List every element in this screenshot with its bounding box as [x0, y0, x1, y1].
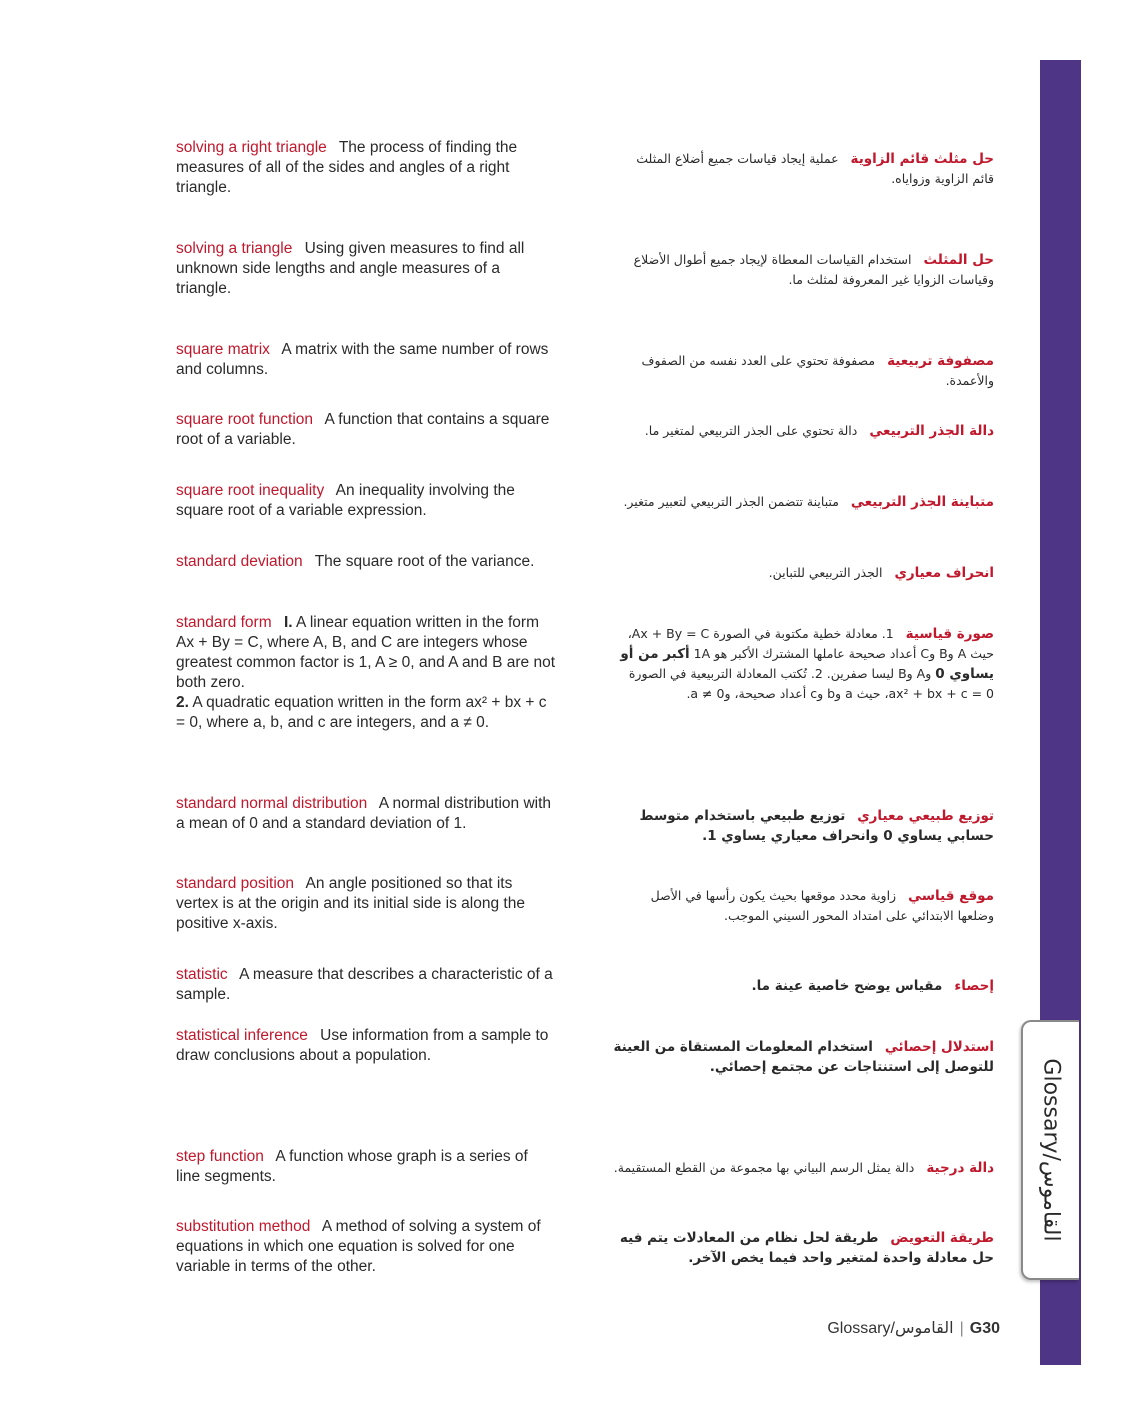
definition-ar: وA وB ليسا صفرين. 2. تُكتب المعادلة التربيعية في الصورة ax² + bx + c = 0، حيث a وb وc أعداد صحيحة، وa ≠ 0.: [628, 666, 994, 701]
definition-part-number: 2.: [176, 694, 189, 711]
term-en: square root function: [176, 411, 314, 428]
definition-en: A method of solving a system of equations in which one equation is solved for one variable in terms of the other.: [176, 1218, 541, 1275]
term-ar: إحصاء: [954, 978, 994, 994]
glossary-entry-en: [176, 613, 556, 733]
term-en: statistic: [176, 966, 228, 983]
term-ar: طريقة التعويض: [890, 1230, 994, 1246]
definition-ar: 1. معادلة خطية مكتوبة في الصورة Ax + By = C، حيث A وB وC أعداد صحيحة عاملها المشترك الأكبر هو 1A: [627, 626, 994, 661]
term-en: substitution method: [176, 1218, 311, 1235]
definition-en: Use information from a sample to draw conclusions about a population.: [176, 1027, 549, 1064]
definition-ar: دالة يمثل الرسم البياني بها مجموعة من القطع المستقيمة.: [613, 1160, 915, 1175]
glossary-entry-en: [176, 340, 556, 380]
glossary-side-tab[interactable]: [1021, 1020, 1079, 1280]
side-tab-label: Glossary/القاموس: [1038, 1058, 1064, 1242]
footer-label: Glossary/القاموس: [827, 1320, 954, 1337]
definition-part-number: I.: [283, 614, 293, 631]
definition-ar: دالة تحتوي على الجذر التربيعي لمتغير ما.: [644, 423, 858, 438]
term-en: standard normal distribution: [176, 795, 368, 812]
glossary-entry-en: [176, 410, 556, 450]
glossary-entry-en: [176, 965, 556, 1005]
definition-en: Using given measures to find all unknown side lengths and angle measures of a triangle.: [176, 240, 525, 297]
page-footer: [827, 1318, 1000, 1338]
term-en: standard form: [176, 614, 272, 631]
glossary-entry-en: [176, 794, 556, 834]
glossary-entry-ar: [612, 492, 994, 512]
definition-ar: متباينة تتضمن الجذر التربيعي لتعبير متغير.: [623, 494, 839, 509]
glossary-entry-ar: [612, 149, 994, 189]
glossary-entry-en: [176, 1026, 556, 1066]
glossary-entry-ar: [612, 1037, 994, 1077]
glossary-entry-ar: [612, 886, 994, 926]
definition-en: A matrix with the same number of rows and columns.: [176, 341, 549, 378]
term-ar: دالة الجذر التربيعي: [869, 423, 994, 439]
term-en: statistical inference: [176, 1027, 308, 1044]
term-en: solving a right triangle: [176, 139, 327, 156]
glossary-entry-ar: [612, 1158, 994, 1178]
term-ar: استدلال إحصائي: [884, 1039, 994, 1055]
term-en: square matrix: [176, 341, 270, 358]
definition-part-2: A quadratic equation written in the form ax² + bx + c = 0, where a, b, and c are integers, and a ≠ 0.: [176, 694, 547, 731]
glossary-entry-ar: [612, 976, 994, 996]
glossary-entry-ar: [612, 806, 994, 846]
term-en: solving a triangle: [176, 240, 293, 257]
glossary-entry-ar: [612, 1228, 994, 1268]
definition-ar: استخدام القياسات المعطاة لإيجاد جميع أطوال الأضلاع وقياسات الزوايا غير المعروفة لمثلث ما.: [633, 252, 994, 287]
definition-en: The process of finding the measures of all of the sides and angles of a right triangle.: [176, 139, 518, 196]
definition-en: The square root of the variance.: [314, 553, 535, 570]
term-ar: توزيع طبيعي معياري: [857, 808, 994, 824]
term-ar: متباينة الجذر التربيعي: [850, 494, 994, 510]
term-ar: دالة درجية: [926, 1160, 994, 1176]
definition-en: A function whose graph is a series of line segments.: [176, 1148, 528, 1185]
term-ar: حل المثلث: [923, 252, 994, 268]
page-number: G30: [969, 1320, 1000, 1337]
term-en: standard deviation: [176, 553, 303, 570]
glossary-entry-en: [176, 239, 556, 299]
definition-en: A measure that describes a characteristic of a sample.: [176, 966, 553, 1003]
term-en: step function: [176, 1148, 264, 1165]
definition-ar: توزيع طبيعي باستخدام متوسط حسابي يساوي 0 وانحراف معياري يساوي 1.: [639, 808, 994, 844]
footer-separator: |: [959, 1320, 964, 1337]
term-ar: مصفوفة تربيعية: [887, 353, 994, 369]
glossary-entry-en: [176, 552, 556, 572]
glossary-entry-en: [176, 874, 556, 934]
definition-ar: مقياس يوضح خاصية عينة ما.: [751, 978, 943, 994]
glossary-entry-ar: [612, 351, 994, 391]
glossary-entry-en: [176, 1147, 556, 1187]
glossary-entry-ar: [612, 563, 994, 583]
term-ar: صورة قياسية: [905, 626, 994, 642]
definition-en: A normal distribution with a mean of 0 and a standard deviation of 1.: [176, 795, 552, 832]
glossary-entry-en: [176, 481, 556, 521]
term-ar: موقع قياسي: [908, 888, 994, 904]
definition-ar: طريقة لحل نظام من المعادلات يتم فيه حل معادلة واحدة لمتغير واحد فيما يخص الآخر.: [619, 1230, 994, 1266]
definition-ar: استخدام المعلومات المستقاة من العينة للتوصل إلى استنتاجات عن مجتمع إحصائي.: [613, 1039, 994, 1075]
glossary-entry-ar: [612, 250, 994, 290]
definition-part-1: A linear equation written in the form Ax + By = C, where A, B, and C are integers whose greatest common factor is 1, A ≥ 0, and A and B are not both zero.: [176, 614, 556, 691]
term-en: square root inequality: [176, 482, 325, 499]
definition-en: An angle positioned so that its vertex is at the origin and its initial side is along the positive x-axis.: [176, 875, 525, 932]
definition-ar-bold: أكبر من أو يساوي 0: [620, 646, 994, 682]
definition-ar: الجذر التربيعي للتباين.: [768, 565, 883, 580]
term-en: standard position: [176, 875, 295, 892]
term-ar: حل مثلث قائم الزاوية: [850, 151, 994, 167]
glossary-entry-en: [176, 138, 556, 198]
glossary-entry-ar: [612, 624, 994, 704]
term-ar: انحراف معياري: [894, 565, 994, 581]
glossary-entry-ar: [612, 421, 994, 441]
definition-ar: مصفوفة تحتوي على العدد نفسه من الصفوف والأعمدة.: [641, 353, 994, 388]
definition-en: An inequality involving the square root of a variable expression.: [176, 482, 515, 519]
definition-ar: عملية إيجاد قياسات جميع أضلاع المثلث قائم الزاوية وزواياه.: [636, 151, 994, 186]
definition-ar: زاوية محدد موقعها بحيث يكون رأسها في الأصل وضلعها الابتدائي على امتداد المحور السيني الموجب.: [650, 888, 994, 923]
glossary-entry-en: [176, 1217, 556, 1277]
definition-en: A function that contains a square root of a variable.: [176, 411, 550, 448]
